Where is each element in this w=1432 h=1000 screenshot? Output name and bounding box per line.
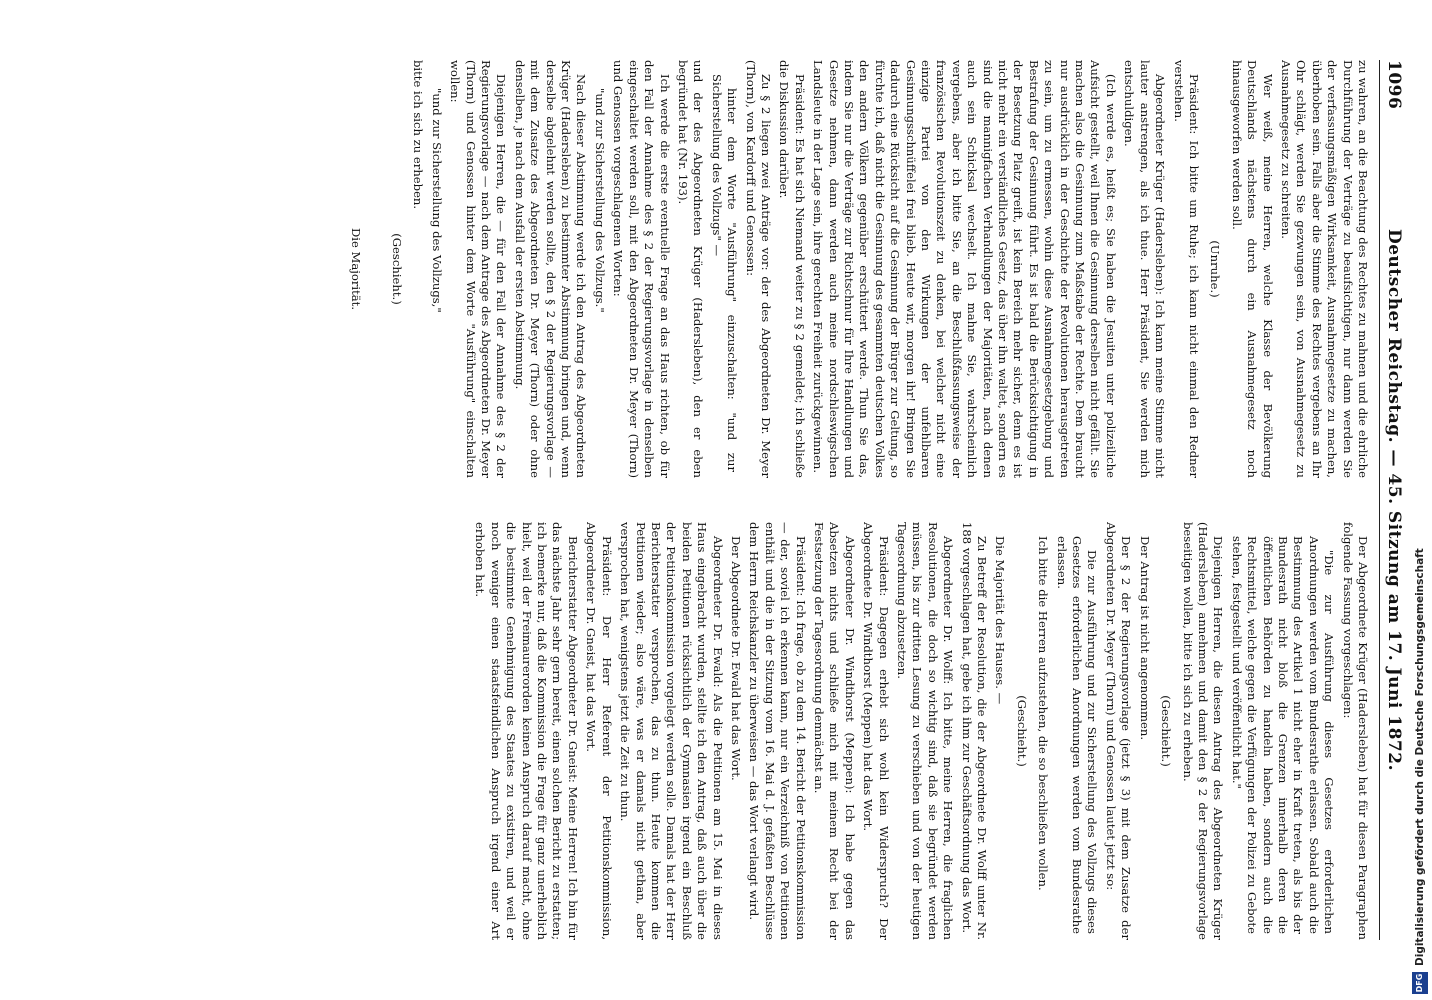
page-header xyxy=(1379,60,1406,940)
paragraph: Zu § 2 liegen zwei Anträge vor: der des Abgeordneten Dr. Meyer (Thorn), von Kardorff und Genossen: xyxy=(743,60,773,478)
paragraph: Berichterstatter Abgeordneter Dr. Gneist: Meine Herren! Ich bin für das nächste Jahr sehr gern bereit, einen solchen Bericht zu erstatten; ich bemerke nur, daß die Kommission die Frage für ganz unerheblich hielt, weil der Freimaurerorden keinen Anspruch darauf macht, ohne die bestimmte Genehmigung des Staates zu existiren, und weil er noch weniger einen staatsfeindlichen Anspruch irgend einer Art erhoben hat. xyxy=(473,522,580,940)
paragraph: Diejenigen Herren, die diesen Antrag des Abgeordneten Krüger (Hadersleben) annehmen und damit den § 2 der Regierungsvorlage beseitigen wollen, bitte ich sich zu erheben. xyxy=(1180,522,1226,940)
digitization-note: Digitalisierung gefördert durch die Deutsche Forschungsgemeinschaft xyxy=(1414,548,1426,966)
paragraph: Wer weiß, meine Herren, welche Klasse der Bevölkerung Deutschlands nächstens durch ein Ausnahmegesetz noch hinausgeworfen werden soll. xyxy=(1229,60,1275,478)
paragraph: Abgeordneter Dr. Ewald: Als die Petitionen am 15. Mai in dieses Haus eingebracht wurden, stellte ich den Antrag, daß auch über die beiden Petitionen rücksichtlich der Gymnasien irgend ein Beschluß der Petitionskommission vorgelegt werden solle. Damals hat der Herr Berichterstatter versprochen, das zu thun. Heute kommen die Petitionen wieder; also wäre, was er damals nicht gethan, aber versprochen hat, wenigstens jetzt die Zeit zu thun. xyxy=(618,522,725,940)
paragraph: Abgeordneter Krüger (Hadersleben): Ich kann meine Stimme nicht lauter anstrengen, als ich thue. Herr Präsident, Sie werden mich entschuldigen. xyxy=(1122,60,1168,478)
right-column xyxy=(30,522,1370,940)
digitization-footer xyxy=(1408,0,1432,1000)
left-column xyxy=(30,60,1370,478)
paragraph: Präsident: Dagegen erhebt sich wohl kein Widerspruch? Der Abgeordnete Dr. Windthorst (Meppen) hat das Wort. xyxy=(861,522,891,940)
paragraph: (Ich werde es, heißt es; Sie haben die Jesuiten unter polizeiliche Aufsicht gestellt, weil Ihnen die Gesinnung derselben nicht gefällt. Sie machen also die Gesinnung zum Maßstabe der Rechte. Dem braucht nur ausdrücklich in der Geschichte der Revolutionen herausgetreten zu sein, um zu ermessen, wohin diese Ausnahmegesetzgebung und Bestrafung der Gesinnung führt. Es ist bald die Berücksichtigung in der Besetzung Platz greift, ist kein Bereich mehr sicher, denn es ist nicht mehr ein verständliches Gesetz, das über ihn waltet, sondern es sind die mannigfachen Verhandlungen der Majoritäten, nach denen auch sein Schicksal wechselt. Ich mahne Sie, wahrscheinlich vergebens, aber ich bitte Sie, an die Beschlußfassungsweise der französischen Revolutionszeit zu denken, bei welcher nicht eine einzige Partei von den Wirkungen der unfehlbaren Gesinnungsschnüffelei frei blieb. Heute wir, morgen ihr! Bringen Sie dadurch eine Rücksicht auf die Gesinnung der Bürger zur Geltung, so fürchte ich, daß nicht die Gesinnung des gesammten deutschen Volkes den andern Völkern gegenüber erschüttert werde. Thun Sie das, indem Sie nur die Verträge zur Richtschnur für Ihre Handlungen und Gesetze nehmen, dann werden auch meine nordschleswigschen Landsleute in der Lage sein, ihre gerechten Freiheit zurückgewinnen. xyxy=(811,60,1118,478)
paragraph: "und zur Sicherstellung des Vollzugs." xyxy=(592,88,607,313)
paragraph: Nach dieser Abstimmung werde ich den Antrag des Abgeordneten Krüger (Hadersleben) zu bestimmter Abstimmung bringen und, wenn derselbe abgelehnt werden sollte, den § 2 der Regierungsvorlage — mit dem Zusatze des Abgeordneten Dr. Meyer (Thorn) oder ohne denselben, je nach dem Ausfall der ersten Abstimmung. xyxy=(512,60,589,478)
paragraph: (Geschieht.) xyxy=(1159,695,1174,767)
paragraph: Abgeordneter Dr. Wolff: Ich bitte, meine Herren, die fraglichen Resolutionen, die doch so wichtig sind, daß sie begründet werden müssen, bis zur dritten Lesung zu verschieben und von der heutigen Tagesordnung abzusetzen. xyxy=(895,522,956,940)
paragraph: (Geschieht.) xyxy=(390,233,405,305)
paragraph: Die zur Ausführung und zur Sicherstellung des Vollzugs dieses Gesetzes erforderlichen Anordnungen werden vom Bundesrathe erlassen. xyxy=(1054,536,1100,934)
paragraph: Der § 2 der Regierungsvorlage (jetzt § 3) mit dem Zusatze der Abgeordneten Dr. Meyer (Thorn) und Genossen lautet jetzt so: xyxy=(1103,522,1134,940)
running-title: Deutscher Reichstag. — 45. Sitzung am 17. Juni 1872. xyxy=(1384,229,1404,771)
paragraph: (Unruhe.) xyxy=(1208,240,1223,298)
paragraph: Präsident: Ich bitte um Ruhe; ich kann nicht einmal den Redner verstehen. xyxy=(1171,60,1201,478)
paragraph: Die Majorität des Hauses. — xyxy=(993,536,1008,705)
paragraph: Präsident: Der Herr Referent der Petitionskommission, Abgeordneter Dr. Gneist, hat das Wort. xyxy=(584,522,614,940)
paragraph: Diejenigen Herren, die — für den Fall der Annahme des § 2 der Regierungsvorlage — nach dem Antrage des Abgeordneten Dr. Meyer (Thorn) und Genossen hinter dem Worte "Ausführung" einschalten wollen: xyxy=(448,60,509,478)
paragraph: Der Abgeordnete Krüger (Hadersleben) hat für diesen Paragraphen folgende Fassung vorgeschlagen: xyxy=(1340,522,1370,940)
paragraph: "und zur Sicherstellung des Vollzugs," xyxy=(429,88,444,313)
paragraph: bitte ich sich zu erheben. xyxy=(411,60,426,210)
paragraph: hinter dem Worte "Ausführung" einzuschalten: "und zur Sicherstellung des Vollzugs" — xyxy=(709,74,740,472)
paragraph: und der des Abgeordneten Krüger (Hadersleben), den er eben begründet hat (Nr. 193). xyxy=(675,60,706,478)
paragraph: Ich bitte die Herren aufzustehen, die so beschließen wollen. xyxy=(1036,536,1051,891)
paragraph: Zu Betreff der Resolution, die der Abgeordnete Dr. Wolff unter Nr. 188 vorgeschlagen hat, gebe ich ihm zur Geschäftsordnung das Wort. xyxy=(959,522,990,940)
paragraph: Die Majorität. xyxy=(348,227,363,311)
paragraph: Ich werde die erste eventuelle Frage an das Haus richten, ob für den Fall der Annahme des § 2 der Regierungsvorlage in denselben eingeschaltet werden soll, mit den Abgeordneten Dr. Meyer (Thorn) und Genossen vorgeschlagenen Worten: xyxy=(611,60,672,478)
paragraph: Abgeordneter Dr. Windthorst (Meppen): Ich habe gegen das Absetzen nichts und schließe mich mit meinem Recht bei der Festsetzung der Tagesordnung demnächst an. xyxy=(812,522,857,940)
dfg-logo: DFG xyxy=(1412,972,1428,994)
paragraph: Der Abgeordnete Dr. Ewald hat das Wort. xyxy=(728,536,743,781)
paragraph: zu wahren, an die Beachtung des Rechtes zu mahnen und die ehrliche Durchführung der Verträge zu beaufsichtigen, nur dann werden Sie der verfassungsmäßigen Wirksamkeit, Ausnahmegesetze zu machen, überhoben sein. Falls aber die Stimme des Rechtes vergebens an Ihr Ohr schlägt, werden Sie gezwungen sein, von Ausnahmegesetz zu Ausnahmegesetz zu schreiten. xyxy=(1278,60,1370,478)
paragraph: "Die zur Ausführung dieses Gesetzes erforderlichen Anordnungen werden vom Bundesrathe erlassen. Sobald auch die Bestimmung des Artikel 1 nicht eher in Kraft treten, als bis der Bundesrath nicht bloß die Grenzen innerhalb deren die öffentlichen Behörden zu handeln haben, sondern auch die Rechtsmittel, welche gegen die Verfügungen der Polizei zu Gebote stehen, festgestellt und veröffentlicht hat." xyxy=(1229,536,1337,934)
page-number: 1096 xyxy=(1384,60,1404,110)
paragraph: Präsident: Ich frage, ob zu dem 14. Bericht der Petitionskommission — der, soviel ich erkennen kann, nur ein Verzeichniß von Petitionen enthält und die in der Sitzung vom 16. Mai d. J. gefaßten Beschlüsse dem Herrn Reichskanzler zu überweisen — das Wort verlangt wird. xyxy=(747,522,808,940)
paragraph: (Geschieht.) xyxy=(1014,695,1029,767)
paragraph: Präsident: Es hat sich Niemand weiter zu § 2 gemeldet; ich schließe die Diskussion darüber. xyxy=(777,60,807,478)
paragraph: Der Antrag ist nicht angenommen. xyxy=(1137,536,1152,741)
